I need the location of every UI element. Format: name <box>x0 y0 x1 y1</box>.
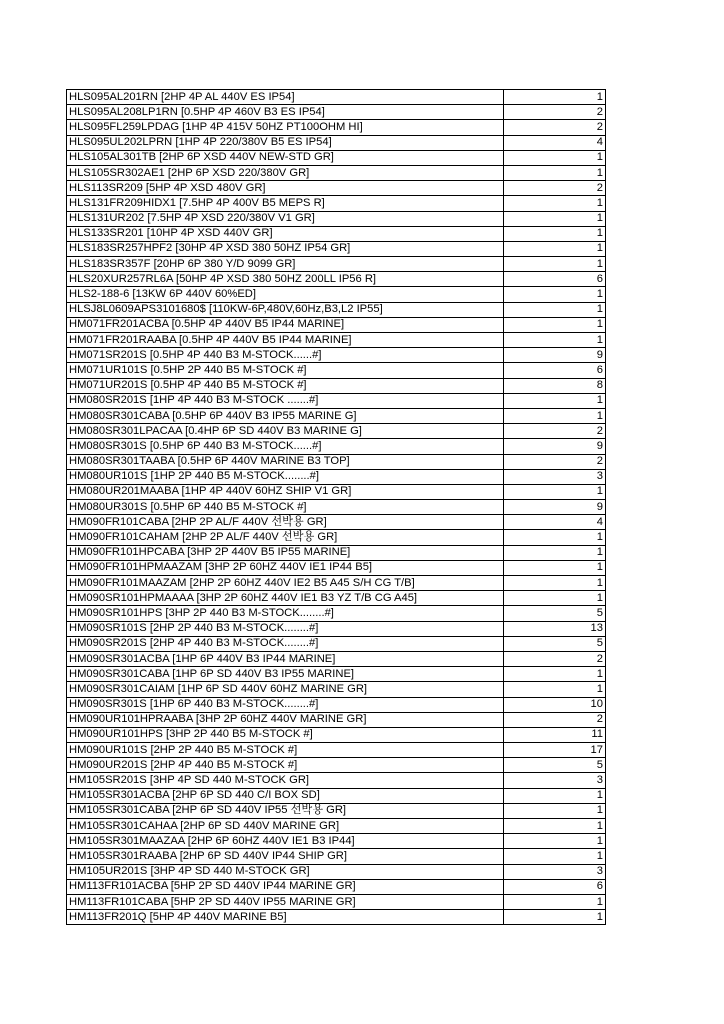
item-description-cell: HM071FR201ACBA [0.5HP 4P 440V B5 IP44 MARINE] <box>67 317 504 332</box>
table-row <box>67 515 606 530</box>
quantity-cell: 1 <box>504 287 606 302</box>
quantity-cell: 10 <box>504 697 606 712</box>
item-description-cell: HLS183SR357F [20HP 6P 380 Y/D 9099 GR] <box>67 257 504 272</box>
item-description-cell: HM080SR301TAABA [0.5HP 6P 440V MARINE B3 TOP] <box>67 454 504 469</box>
item-description-cell: HLS20XUR257RL6A [50HP 4P XSD 380 50HZ 200LL IP56 R] <box>67 272 504 287</box>
item-description-cell: HM090UR101S [2HP 2P 440 B5 M-STOCK #] <box>67 743 504 758</box>
table-row <box>67 272 606 287</box>
quantity-cell: 1 <box>504 849 606 864</box>
quantity-cell: 3 <box>504 864 606 879</box>
item-description-cell: HM071UR201S [0.5HP 4P 440 B5 M-STOCK #] <box>67 378 504 393</box>
quantity-cell: 1 <box>504 165 606 180</box>
inventory-table <box>66 89 606 925</box>
item-description-cell: HM071SR201S [0.5HP 4P 440 B3 M-STOCK......#] <box>67 348 504 363</box>
quantity-cell: 2 <box>504 181 606 196</box>
table-row <box>67 758 606 773</box>
table-row <box>67 788 606 803</box>
item-description-cell: HLSJ8L0609APS3101680$ [110KW-6P,480V,60Hz,B3,L2 IP55] <box>67 302 504 317</box>
quantity-cell: 9 <box>504 348 606 363</box>
quantity-cell: 3 <box>504 773 606 788</box>
quantity-cell: 1 <box>504 90 606 105</box>
quantity-cell: 1 <box>504 560 606 575</box>
table-row <box>67 181 606 196</box>
item-description-cell: HM113FR101ACBA [5HP 2P SD 440V IP44 MARINE GR] <box>67 879 504 894</box>
table-row <box>67 545 606 560</box>
table-row <box>67 819 606 834</box>
quantity-cell: 1 <box>504 803 606 818</box>
quantity-cell: 1 <box>504 894 606 909</box>
quantity-cell: 4 <box>504 135 606 150</box>
quantity-cell: 6 <box>504 879 606 894</box>
table-row <box>67 241 606 256</box>
item-description-cell: HM105SR301ACBA [2HP 6P SD 440 C/I BOX SD] <box>67 788 504 803</box>
item-description-cell: HM105SR301RAABA [2HP 6P SD 440V IP44 SHIP GR] <box>67 849 504 864</box>
item-description-cell: HM090SR101S [2HP 2P 440 B3 M-STOCK........#] <box>67 621 504 636</box>
quantity-cell: 4 <box>504 515 606 530</box>
item-description-cell: HM090UR201S [2HP 4P 440 B5 M-STOCK #] <box>67 758 504 773</box>
quantity-cell: 1 <box>504 819 606 834</box>
quantity-cell: 1 <box>504 333 606 348</box>
quantity-cell: 1 <box>504 211 606 226</box>
item-description-cell: HM080SR301S [0.5HP 6P 440 B3 M-STOCK......#] <box>67 439 504 454</box>
quantity-cell: 1 <box>504 545 606 560</box>
item-description-cell: HM080SR301CABA [0.5HP 6P 440V B3 IP55 MARINE G] <box>67 408 504 423</box>
item-description-cell: HLS133SR201 [10HP 4P XSD 440V GR] <box>67 226 504 241</box>
item-description-cell: HM071FR201RAABA [0.5HP 4P 440V B5 IP44 MARINE] <box>67 333 504 348</box>
table-row <box>67 90 606 105</box>
table-row <box>67 165 606 180</box>
quantity-cell: 5 <box>504 636 606 651</box>
table-row <box>67 302 606 317</box>
table-row <box>67 576 606 591</box>
quantity-cell: 1 <box>504 150 606 165</box>
table-row <box>67 621 606 636</box>
item-description-cell: HLS131UR202 [7.5HP 4P XSD 220/380V V1 GR] <box>67 211 504 226</box>
item-description-cell: HM105UR201S [3HP 4P SD 440 M-STOCK GR] <box>67 864 504 879</box>
item-description-cell: HLS2-188-6 [13KW 6P 440V 60%ED] <box>67 287 504 302</box>
quantity-cell: 8 <box>504 378 606 393</box>
item-description-cell: HM105SR301MAAZAA [2HP 6P 60HZ 440V IE1 B3 IP44] <box>67 834 504 849</box>
quantity-cell: 1 <box>504 226 606 241</box>
quantity-cell: 1 <box>504 591 606 606</box>
quantity-cell: 5 <box>504 758 606 773</box>
item-description-cell: HLS105AL301TB [2HP 6P XSD 440V NEW-STD GR] <box>67 150 504 165</box>
quantity-cell: 6 <box>504 272 606 287</box>
table-row <box>67 500 606 515</box>
item-description-cell: HM090SR101HPS [3HP 2P 440 B3 M-STOCK........#] <box>67 606 504 621</box>
item-description-cell: HLS105SR302AE1 [2HP 6P XSD 220/380V GR] <box>67 165 504 180</box>
table-row <box>67 651 606 666</box>
quantity-cell: 5 <box>504 606 606 621</box>
item-description-cell: HM113FR201Q [5HP 4P 440V MARINE B5] <box>67 910 504 925</box>
table-row <box>67 910 606 925</box>
item-description-cell: HLS095AL201RN [2HP 4P AL 440V ES IP54] <box>67 90 504 105</box>
quantity-cell: 1 <box>504 834 606 849</box>
item-description-cell: HM105SR301CAHAA [2HP 6P SD 440V MARINE GR] <box>67 819 504 834</box>
table-row <box>67 348 606 363</box>
item-description-cell: HM090SR101HPMAAAA [3HP 2P 60HZ 440V IE1 B3 YZ T/B CG A45] <box>67 591 504 606</box>
quantity-cell: 6 <box>504 363 606 378</box>
table-row <box>67 120 606 135</box>
table-row <box>67 484 606 499</box>
table-row <box>67 894 606 909</box>
table-row <box>67 196 606 211</box>
item-description-cell: HM080UR201MAABA [1HP 4P 440V 60HZ SHIP V1 GR] <box>67 484 504 499</box>
item-description-cell: HM090FR101MAAZAM [2HP 2P 60HZ 440V IE2 B5 A45 S/H CG T/B] <box>67 576 504 591</box>
table-row <box>67 363 606 378</box>
table-row <box>67 697 606 712</box>
item-description-cell: HM090SR301S [1HP 6P 440 B3 M-STOCK........#] <box>67 697 504 712</box>
quantity-cell: 1 <box>504 302 606 317</box>
table-row <box>67 226 606 241</box>
item-description-cell: HM090SR201S [2HP 4P 440 B3 M-STOCK........#] <box>67 636 504 651</box>
table-row <box>67 105 606 120</box>
item-description-cell: HM090FR101HPMAAZAM [3HP 2P 60HZ 440V IE1 IP44 B5] <box>67 560 504 575</box>
inventory-table-body <box>67 90 606 925</box>
table-row <box>67 606 606 621</box>
table-row <box>67 682 606 697</box>
table-row <box>67 591 606 606</box>
quantity-cell: 1 <box>504 576 606 591</box>
item-description-cell: HLS095FL259LPDAG [1HP 4P 415V 50HZ PT100OHM HI] <box>67 120 504 135</box>
item-description-cell: HM105SR201S [3HP 4P SD 440 M-STOCK GR] <box>67 773 504 788</box>
quantity-cell: 3 <box>504 469 606 484</box>
table-row <box>67 333 606 348</box>
quantity-cell: 2 <box>504 105 606 120</box>
quantity-cell: 1 <box>504 393 606 408</box>
table-row <box>67 424 606 439</box>
quantity-cell: 1 <box>504 788 606 803</box>
item-description-cell: HM080SR301LPACAA [0.4HP 6P SD 440V B3 MARINE G] <box>67 424 504 439</box>
item-description-cell: HM090SR301ACBA [1HP 6P 440V B3 IP44 MARINE] <box>67 651 504 666</box>
quantity-cell: 1 <box>504 241 606 256</box>
quantity-cell: 17 <box>504 743 606 758</box>
item-description-cell: HM105SR301CABA [2HP 6P SD 440V IP55 선박용 GR] <box>67 803 504 818</box>
item-description-cell: HM090FR101CABA [2HP 2P AL/F 440V 선박용 GR] <box>67 515 504 530</box>
item-description-cell: HM090FR101CAHAM [2HP 2P AL/F 440V 선박용 GR] <box>67 530 504 545</box>
item-description-cell: HLS113SR209 [5HP 4P XSD 480V GR] <box>67 181 504 196</box>
quantity-cell: 2 <box>504 651 606 666</box>
quantity-cell: 1 <box>504 667 606 682</box>
item-description-cell: HM090SR301CABA [1HP 6P SD 440V B3 IP55 MARINE] <box>67 667 504 682</box>
quantity-cell: 2 <box>504 424 606 439</box>
quantity-cell: 1 <box>504 408 606 423</box>
quantity-cell: 2 <box>504 120 606 135</box>
item-description-cell: HM090SR301CAIAM [1HP 6P SD 440V 60HZ MARINE GR] <box>67 682 504 697</box>
quantity-cell: 2 <box>504 454 606 469</box>
table-row <box>67 849 606 864</box>
quantity-cell: 13 <box>504 621 606 636</box>
table-row <box>67 469 606 484</box>
table-row <box>67 636 606 651</box>
quantity-cell: 9 <box>504 439 606 454</box>
item-description-cell: HLS095AL208LP1RN [0.5HP 4P 460V B3 ES IP54] <box>67 105 504 120</box>
item-description-cell: HLS131FR209HIDX1 [7.5HP 4P 400V B5 MEPS R] <box>67 196 504 211</box>
item-description-cell: HM113FR101CABA [5HP 2P SD 440V IP55 MARINE GR] <box>67 894 504 909</box>
quantity-cell: 11 <box>504 727 606 742</box>
table-row <box>67 864 606 879</box>
item-description-cell: HM080UR301S [0.5HP 6P 440 B5 M-STOCK #] <box>67 500 504 515</box>
table-row <box>67 560 606 575</box>
quantity-cell: 1 <box>504 910 606 925</box>
quantity-cell: 1 <box>504 196 606 211</box>
table-row <box>67 773 606 788</box>
item-description-cell: HM090FR101HPCABA [3HP 2P 440V B5 IP55 MARINE] <box>67 545 504 560</box>
table-row <box>67 803 606 818</box>
item-description-cell: HM080SR201S [1HP 4P 440 B3 M-STOCK .......#] <box>67 393 504 408</box>
table-row <box>67 408 606 423</box>
item-description-cell: HM071UR101S [0.5HP 2P 440 B5 M-STOCK #] <box>67 363 504 378</box>
table-row <box>67 667 606 682</box>
table-row <box>67 393 606 408</box>
table-row <box>67 257 606 272</box>
table-row <box>67 439 606 454</box>
item-description-cell: HLS183SR257HPF2 [30HP 4P XSD 380 50HZ IP54 GR] <box>67 241 504 256</box>
table-row <box>67 743 606 758</box>
table-row <box>67 135 606 150</box>
table-row <box>67 879 606 894</box>
table-row <box>67 150 606 165</box>
quantity-cell: 1 <box>504 484 606 499</box>
quantity-cell: 1 <box>504 530 606 545</box>
table-row <box>67 834 606 849</box>
table-row <box>67 287 606 302</box>
table-row <box>67 712 606 727</box>
quantity-cell: 1 <box>504 682 606 697</box>
quantity-cell: 1 <box>504 257 606 272</box>
table-row <box>67 317 606 332</box>
item-description-cell: HLS095UL202LPRN [1HP 4P 220/380V B5 ES IP54] <box>67 135 504 150</box>
table-row <box>67 530 606 545</box>
table-row <box>67 454 606 469</box>
table-row <box>67 378 606 393</box>
quantity-cell: 1 <box>504 317 606 332</box>
table-row <box>67 727 606 742</box>
quantity-cell: 9 <box>504 500 606 515</box>
item-description-cell: HM090UR101HPRAABA [3HP 2P 60HZ 440V MARINE GR] <box>67 712 504 727</box>
item-description-cell: HM090UR101HPS [3HP 2P 440 B5 M-STOCK #] <box>67 727 504 742</box>
quantity-cell: 2 <box>504 712 606 727</box>
item-description-cell: HM080UR101S [1HP 2P 440 B5 M-STOCK........#] <box>67 469 504 484</box>
table-row <box>67 211 606 226</box>
